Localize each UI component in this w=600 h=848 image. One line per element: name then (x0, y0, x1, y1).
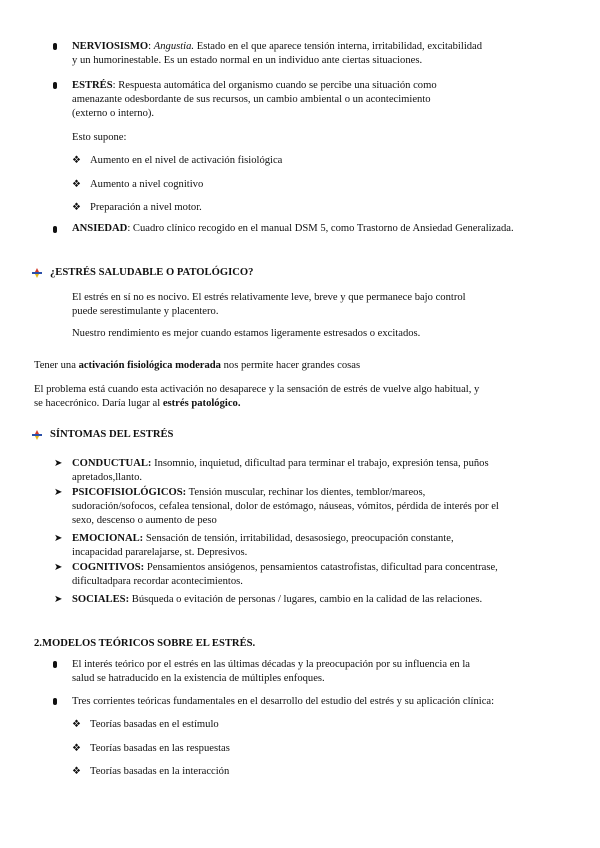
bullet-icon (53, 698, 57, 705)
diamond-bullet-icon: ❖ (72, 766, 81, 777)
symptom-conductual: CONDUCTUAL: Insomnio, inquietud, dificultad para terminar el trabajo, expresión tensa, puños apretados,llanto. (72, 458, 489, 484)
term-nerviosismo: NERVIOSISMO (72, 41, 149, 52)
diamond-bullet-icon: ❖ (72, 202, 81, 213)
symptom-psicofisiologicos: PSICOFISIOLÓGICOS: Tensión muscular, rechinar los dientes, temblor/mareos, sudoración/sofocos, cefalea tensional, dolor de estómago, náuseas, vómitos, pérdida de interés por el sexo, descenso o aumento de peso (72, 487, 499, 527)
para-activacion: Tener una activación fisiológica moderada nos permite hacer grandes cosas (34, 360, 361, 371)
bullet-icon (53, 43, 57, 50)
section-arrow-icon (32, 268, 42, 278)
bullet-icon (53, 82, 57, 89)
section-title-sintomas: SÍNTOMAS DEL ESTRÉS (50, 429, 174, 440)
supone-item: Aumento en el nivel de activación fisiológica (90, 155, 283, 166)
item-ansiedad: ANSIEDAD: Cuadro clínico recogido en el manual DSM 5, como Trastorno de Ansiedad Generalizada. (72, 223, 514, 234)
supone-item: Aumento a nivel cognitivo (90, 179, 204, 190)
theory-item: Teorías basadas en la interacción (90, 766, 230, 777)
arrow-bullet-icon: ➤ (54, 458, 63, 469)
italic-angustia: Angustia. (153, 41, 195, 52)
diamond-bullet-icon: ❖ (72, 155, 81, 166)
symptom-emocional: EMOCIONAL: Sensación de tensión, irritabilidad, desasosiego, preocupación constante, incapacidad pararelajarse, st. Depresivos. (72, 533, 454, 559)
term-estres: ESTRÉS (72, 80, 113, 91)
arrow-bullet-icon: ➤ (54, 487, 63, 498)
para-problema: El problema está cuando esta activación no desaparece y la sensación de estrés de vuelve algo habitual, y se hacecrónico. Daría lugar al estrés patológico. (34, 384, 480, 410)
diamond-bullet-icon: ❖ (72, 719, 81, 730)
arrow-bullet-icon: ➤ (54, 533, 63, 544)
modelos-bullet-2: Tres corrientes teóricas fundamentales en el desarrollo del estudio del estrés y su aplicación clínica: (72, 696, 495, 707)
diamond-bullet-icon: ❖ (72, 179, 81, 190)
para-rendimiento: Nuestro rendimiento es mejor cuando estamos ligeramente estresados o excitados. (72, 328, 421, 339)
symptom-sociales: SOCIALES: Búsqueda o evitación de personas / lugares, cambio en la calidad de las relaciones. (72, 594, 483, 605)
bullet-icon (53, 226, 57, 233)
modelos-bullet-1: El interés teórico por el estrés en las últimas décadas y la preocupación por su influencia en la salud se hatraducido en la existencia de múltiples enfoques. (72, 659, 471, 685)
section-title-saludable: ¿ESTRÉS SALUDABLE O PATOLÓGICO? (50, 267, 254, 278)
diamond-bullet-icon: ❖ (72, 743, 81, 754)
arrow-bullet-icon: ➤ (54, 562, 63, 573)
bullet-icon (53, 661, 57, 668)
section-arrow-icon (32, 430, 42, 440)
arrow-bullet-icon: ➤ (54, 594, 63, 605)
theory-item: Teorías basadas en el estímulo (90, 719, 219, 730)
term-ansiedad: ANSIEDAD (72, 223, 128, 234)
para-estres-nocivo: El estrés en sí no es nocivo. El estrés relativamente leve, breve y que permanece bajo control puede serestimulante y placentero. (72, 292, 466, 318)
supone-label: Esto supone: (72, 132, 127, 143)
section-title-modelos: 2.MODELOS TEÓRICOS SOBRE EL ESTRÉS. (34, 638, 256, 649)
item-nerviosismo: NERVIOSISMO: Angustia. Estado en el que aparece tensión interna, irritabilidad, excitabilidad y un humorinestable. Es un estado normal en un individuo ante ciertas situaciones. (72, 41, 483, 67)
theory-item: Teorías basadas en las respuestas (90, 743, 230, 754)
supone-item: Preparación a nivel motor. (90, 202, 202, 213)
symptom-cognitivos: COGNITIVOS: Pensamientos ansiógenos, pensamientos catastrofistas, dificultad para concentrase, dificultadpara recordar acontecimientos. (72, 562, 498, 588)
item-estres: ESTRÉS: Respuesta automática del organismo cuando se percibe una situación como amenazante odesbordante de sus recursos, un cambio ambiental o un acontecimiento (externo o interno). (72, 80, 437, 120)
